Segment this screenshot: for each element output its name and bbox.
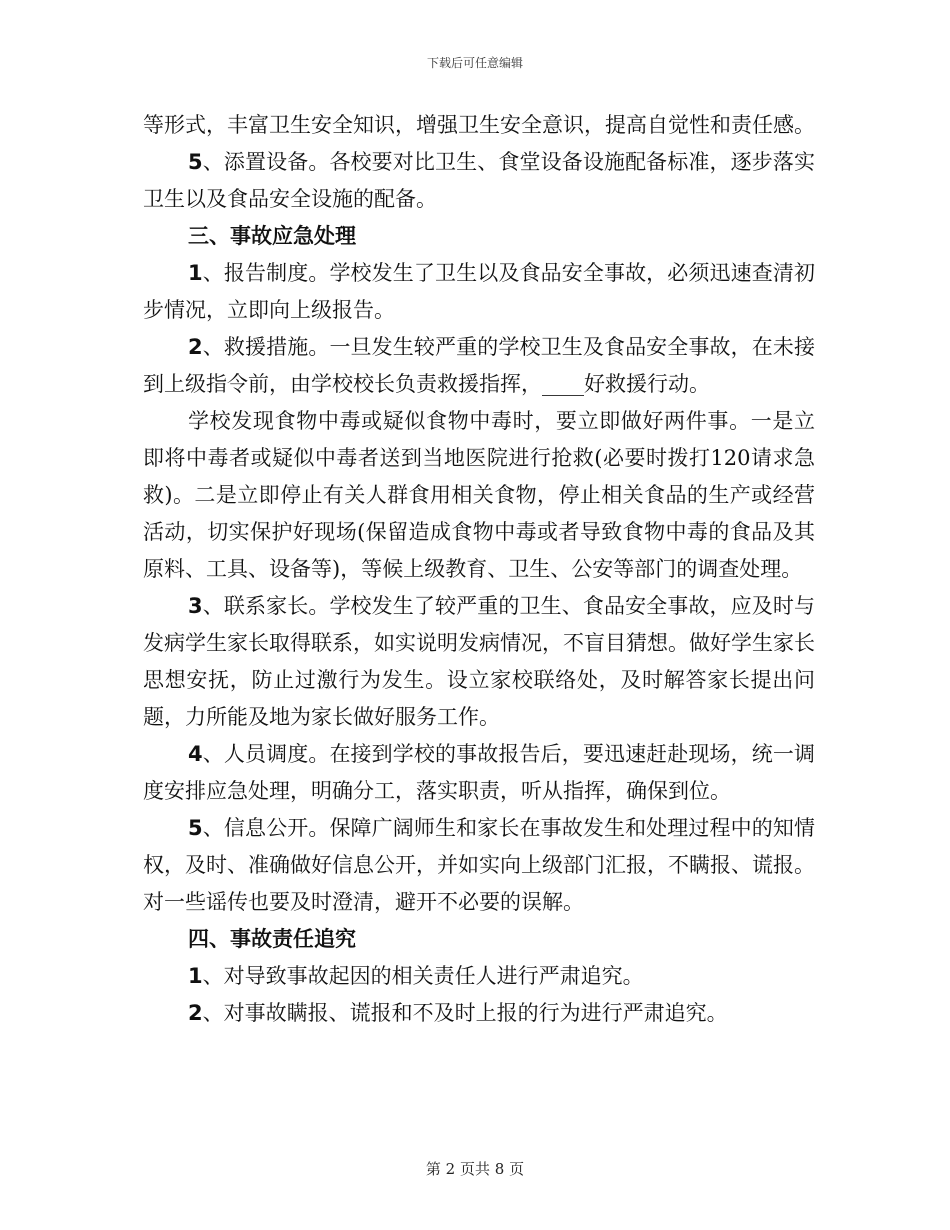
list-item: 5、信息公开。保障广阔师生和家长在事故发生和处理过程中的知情权，及时、准确做好信息公开，并如实向上级部门汇报，不瞒报、谎报。对一些谣传也要及时澄清，避开不必要的误解。 [143,816,815,914]
list-item: 1、报告制度。学校发生了卫生以及食品安全事故，必须迅速查清初步情况，立即向上级报告。 [143,261,815,322]
list-item: 2、对事故瞒报、谎报和不及时上报的行为进行严肃追究。 [188,1001,728,1025]
list-item: 1、对导致事故起因的相关责任人进行严肃追究。 [188,964,644,988]
page-footer: 第 2 页共 8 页 [425,1160,525,1178]
list-item: 3、联系家长。学校发生了较严重的卫生、食品安全事故，应及时与发病学生家长取得联系，如实说明发病情况，不盲目猜想。做好学生家长思想安抚，防止过激行为发生。设立家校联络处，及时解答家长提出问题，力所能及地为家长做好服务工作。 [143,594,815,729]
list-item: 2、救援措施。一旦发生较严重的学校卫生及食品安全事故，在未接到上级指令前，由学校校长负责救援指挥，____好救援行动。 [143,335,815,396]
section-heading: 四、事故责任追究 [188,927,356,951]
list-item: 5、添置设备。各校要对比卫生、食堂设备设施配备标准，逐步落实卫生以及食品安全设施的配备。 [143,150,815,211]
document-body [143,107,815,1032]
paragraph: 学校发现食物中毒或疑似食物中毒时，要立即做好两件事。一是立即将中毒者或疑似中毒者送到当地医院进行抢救(必要时拨打120请求急救)。二是立即停止有关人群食用相关食物，停止相关食品的生产或经营活动，切实保护好现场(保留造成食物中毒或者导致食物中毒的食品及其原料、工具、设备等)，等候上级教育、卫生、公安等部门的调查处理。 [143,409,815,581]
section-heading: 三、事故应急处理 [188,224,356,248]
list-item: 4、人员调度。在接到学校的事故报告后，要迅速赶赴现场，统一调度安排应急处理，明确分工，落实职责，听从指挥，确保到位。 [143,742,815,803]
paragraph: 等形式，丰富卫生安全知识，增强卫生安全意识，提高自觉性和责任感。 [143,113,815,137]
page-header: 下载后可任意编辑 [426,56,523,70]
